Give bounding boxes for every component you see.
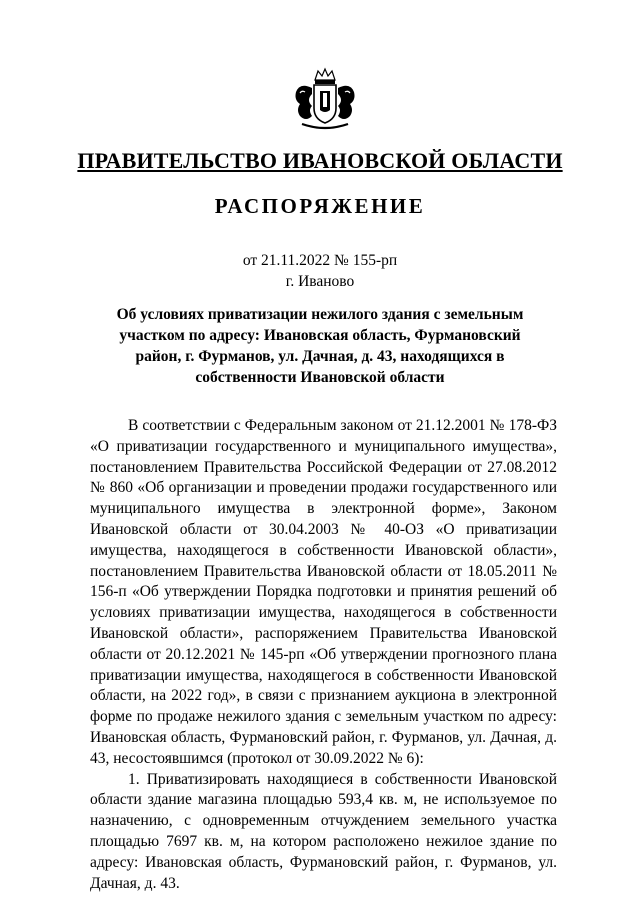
document-subject: Об условиях приватизации нежилого здания с земельным участком по адресу: Ивановская область, Фурмановский район, г. Фурманов, ул. Дачная, д. 43, находящихся в собственности Ивановской области [116, 306, 524, 386]
document-type: РАСПОРЯЖЕНИЕ [214, 194, 426, 218]
item-1-paragraph: 1. Приватизировать находящиеся в собственности Ивановской области здание магазина площадью 593,4 кв. м, не используемое по назначению, с одновременным отчуждением земельного участка площадью 7697 кв. м, на котором расположено нежилое здание по адресу: Ивановская область, Фурмановский район, г. Фурманов, ул. Дачная, д. 43. [90, 770, 557, 892]
document-date-number: от 21.11.2022 № 155-рп [242, 252, 398, 269]
coat-of-arms-icon [290, 66, 360, 132]
preamble-paragraph: В соответствии с Федеральным законом от 21.12.2001 № 178-ФЗ «О приватизации государственного и муниципального имущества», постановлением Правительства Российской Федерации от 27.08.2012 № 860 «Об организации и проведении продажи государственного или муниципального имущества в электронной форме», Законом Ивановской области от 30.04.2003 № 40-ОЗ «О приватизации имущества, находящегося в собственности Ивановской области», постановлением Правительства Ивановской области от 18.05.2011 № 156-п «Об утверждении Порядка подготовки и принятия решений об условиях приватизации имущества, находящегося в собственности Ивановской области», распоряжением Правительства Ивановской области от 20.12.2021 № 145-рп «Об утверждении прогнозного плана приватизации имущества, находящегося в собственности Ивановской области, на 2022 год», в связи с признанием аукциона в электронной форме по продаже нежилого здания с земельным участком по адресу: Ивановская область, Фурмановский район, г. Фурманов, ул. Дачная, д. 43, несостоявшимся (протокол от 30.09.2022 № 6): [90, 417, 557, 767]
document-city: г. Иваново [285, 273, 355, 290]
document-body [90, 416, 557, 894]
government-title: ПРАВИТЕЛЬСТВО ИВАНОВСКОЙ ОБЛАСТИ [77, 148, 563, 173]
